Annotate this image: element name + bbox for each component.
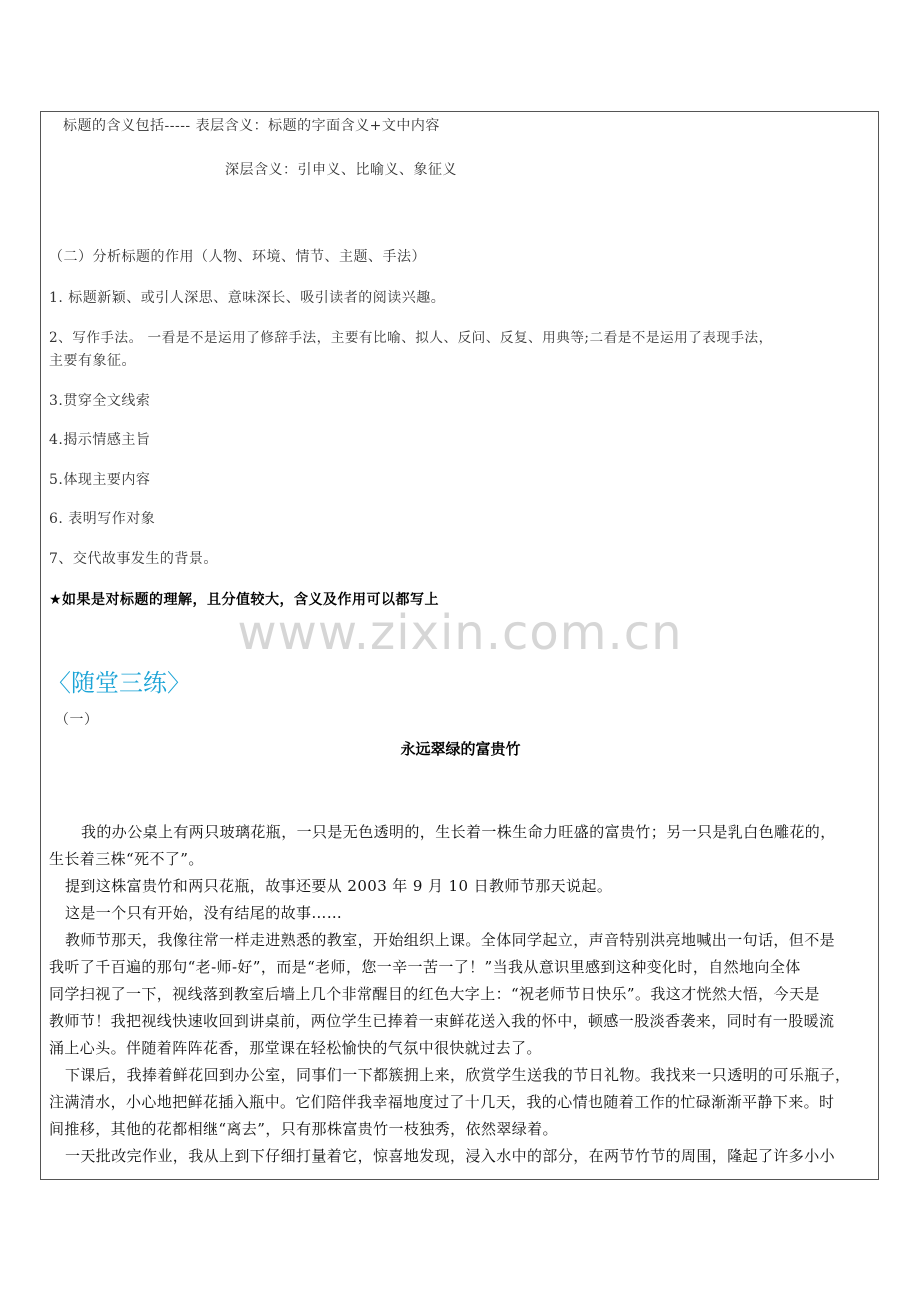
list-item: 1. 标题新颖、或引人深思、意味深长、吸引读者的阅读兴趣。 — [49, 290, 446, 306]
watermark: www.zixin.com.cn — [237, 605, 683, 661]
paragraph-line: 这是一个只有开始，没有结尾的故事…… — [65, 904, 343, 922]
tip-note: ★如果是对标题的理解，且分值较大，含义及作用可以都写上 — [49, 592, 440, 608]
analysis-heading: （二）分析标题的作用（人物、环境、情节、主题、手法） — [49, 249, 426, 265]
paragraph-line: 间推移，其他的花都相继“离去”，只有那株富贵竹一枝独秀，依然翠绿着。 — [49, 1120, 558, 1138]
paragraph-line: 下课后，我捧着鲜花回到办公室，同事们一下都簇拥上来，欣赏学生送我的节日礼物。我找来一只透明的可乐瓶子， — [65, 1066, 851, 1084]
list-item: 6. 表明写作对象 — [49, 511, 156, 527]
paragraph-line: 涌上心头。伴随着阵阵花香，那堂课在轻松愉快的气氛中很快就过去了。 — [49, 1039, 542, 1057]
paragraph-line: 我的办公桌上有两只玻璃花瓶，一只是无色透明的，生长着一株生命力旺盛的富贵竹；另一只是乳白色雕花的， — [81, 823, 836, 841]
list-item: 3.贯穿全文线索 — [49, 393, 151, 409]
list-item: 4.揭示情感主旨 — [49, 432, 151, 448]
paragraph-line: 教师节那天，我像往常一样走进熟悉的教室，开始组织上课。全体同学起立，声音特别洪亮地喊出一句话，但不是 — [65, 931, 836, 949]
part-label: （一） — [55, 712, 99, 728]
list-item: 7、交代故事发生的背景。 — [49, 551, 218, 567]
list-item: 主要有象征。 — [49, 353, 136, 369]
paragraph-line: 生长着三株“死不了”。 — [49, 850, 204, 868]
title-meaning-line: 标题的含义包括----- 表层含义：标题的字面含义+文中内容 — [63, 118, 440, 134]
paragraph-line: 一天批改完作业，我从上到下仔细打量着它，惊喜地发现，浸入水中的部分，在两节竹节的周围，隆起了许多小小 — [65, 1147, 836, 1165]
paragraph-line: 注满清水，小心地把鲜花插入瓶中。它们陪伴我幸福地度过了十几天，我的心情也随着工作的忙碌渐渐平静下来。时 — [49, 1093, 835, 1111]
paragraph-line: 我听了千百遍的那句“老-师-好”，而是“老师，您一辛一苦一了！”当我从意识里感到这种变化时，自然地向全体 — [49, 958, 801, 976]
deep-meaning-line: 深层含义：引申义、比喻义、象征义 — [225, 162, 457, 178]
section-title: 〈随堂三练〉 — [47, 669, 191, 697]
story-title: 永远翠绿的富贵竹 — [400, 740, 521, 758]
list-item: 5.体现主要内容 — [49, 472, 151, 488]
list-item: 2、写作手法。 一看是不是运用了修辞手法，主要有比喻、拟人、反问、反复、用典等;二看是不是运用了表现手法， — [49, 330, 773, 346]
paragraph-line: 教师节！我把视线快速收回到讲桌前，两位学生已捧着一束鲜花送入我的怀中，顿感一股淡香袭来，同时有一股暖流 — [49, 1012, 835, 1030]
paragraph-line: 同学扫视了一下，视线落到教室后墙上几个非常醒目的红色大字上：“祝老师节日快乐”。我这才恍然大悟，今天是 — [49, 985, 820, 1003]
paragraph-line: 提到这株富贵竹和两只花瓶，故事还要从 2003 年 9 月 10 日教师节那天说起。 — [65, 877, 613, 895]
story-body — [49, 819, 875, 1170]
